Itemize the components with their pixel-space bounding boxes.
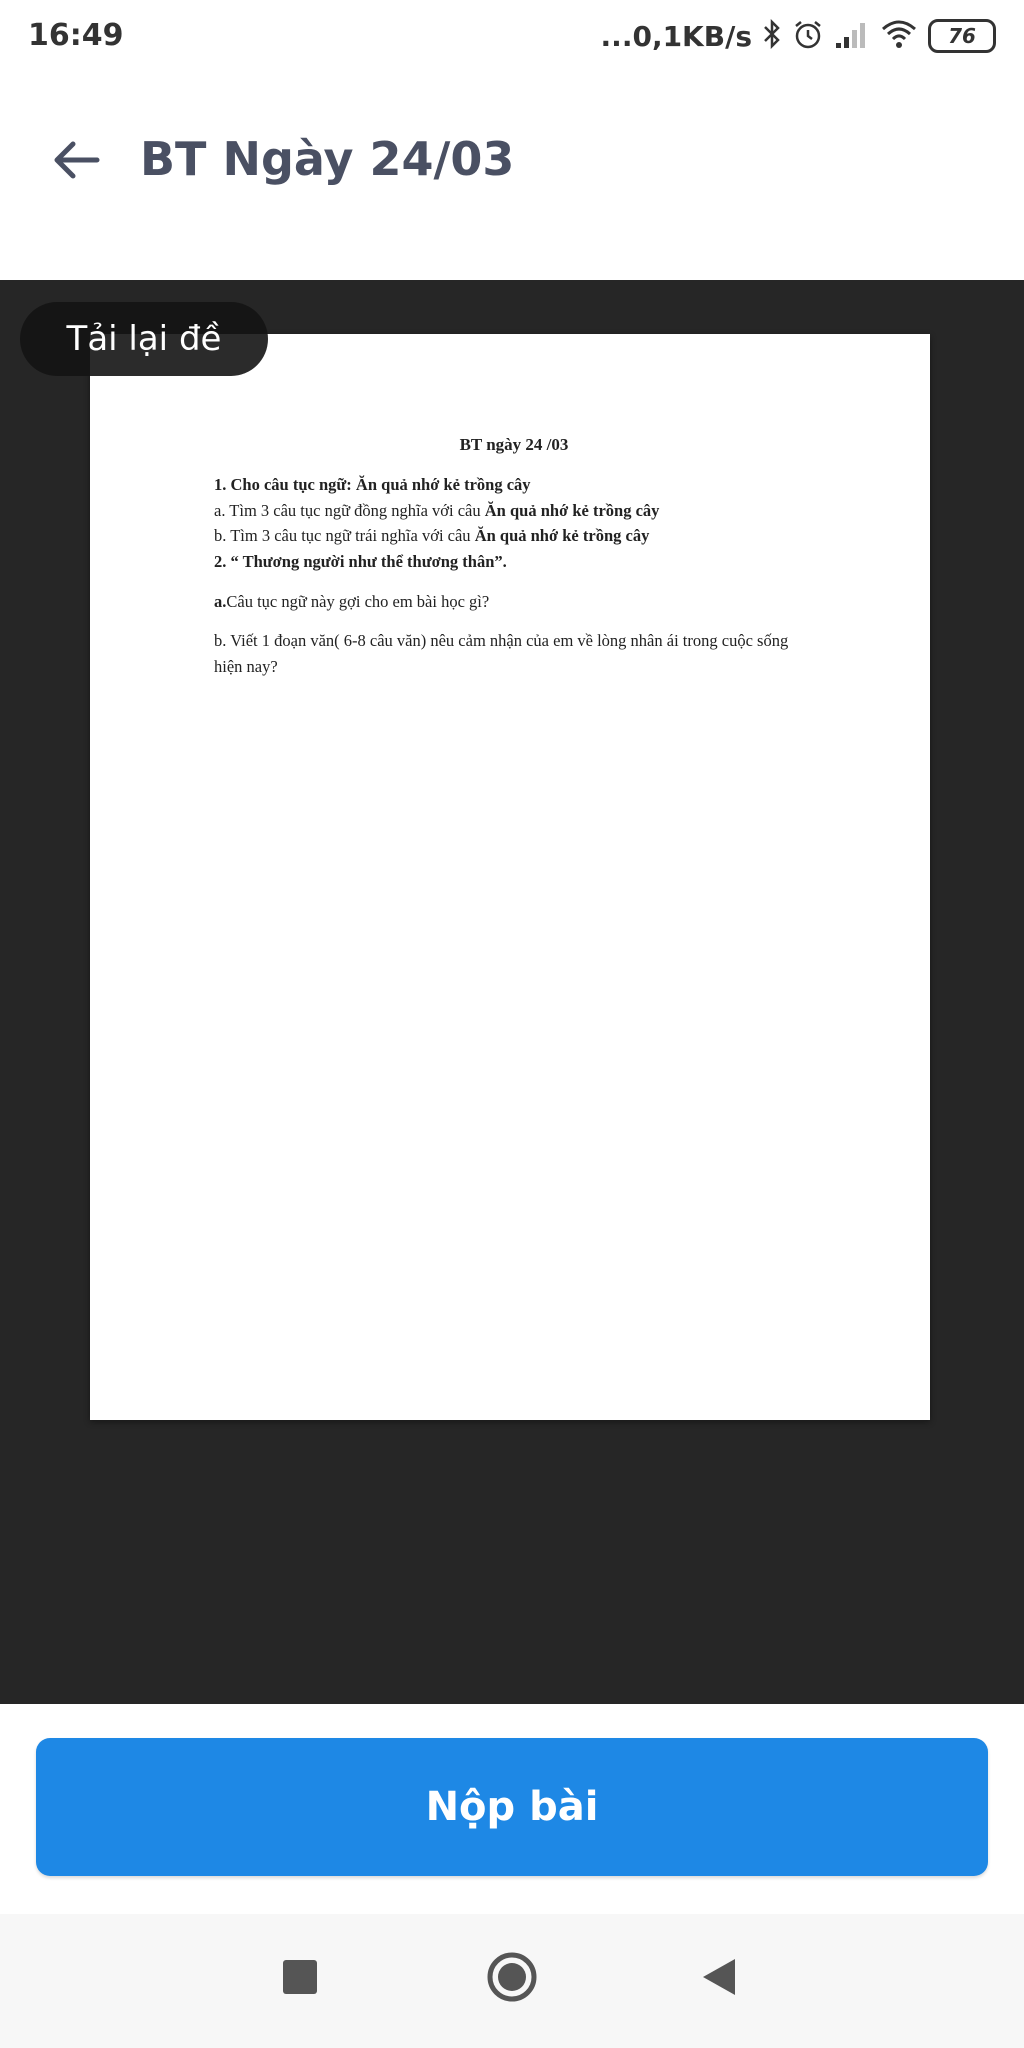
app-bar: [0, 72, 1024, 280]
alarm-icon: [792, 18, 824, 55]
network-speed: ...0,1KB/s: [600, 19, 752, 53]
square-icon: [282, 1959, 318, 1999]
battery-icon: 76: [928, 19, 996, 53]
document-title: BT ngày 24 /03: [459, 435, 569, 454]
bluetooth-icon: [762, 19, 782, 54]
document-content: [214, 432, 814, 679]
signal-icon: [834, 19, 870, 54]
footer: [0, 1704, 1024, 1914]
submit-button[interactable]: Nộp bài: [36, 1738, 988, 1876]
document-page: [90, 334, 930, 1420]
status-icons: [601, 16, 996, 56]
question-1a: a. Tìm 3 câu tục ngữ đồng nghĩa với câu Ăn quả nhớ kẻ trồng cây: [214, 500, 660, 520]
reload-button[interactable]: Tải lại đề: [20, 302, 268, 376]
question-1b: b. Tìm 3 câu tục ngữ trái nghĩa với câu Ăn quả nhớ kẻ trồng cây: [214, 526, 650, 546]
recent-apps-button[interactable]: [265, 1944, 335, 2014]
home-circle-icon: [486, 1951, 538, 2007]
nav-back-button[interactable]: [684, 1944, 754, 2014]
system-nav-bar: [0, 1914, 1024, 2048]
wifi-icon: [880, 19, 918, 54]
document-viewer[interactable]: [0, 280, 1024, 1704]
home-button[interactable]: [477, 1944, 547, 2014]
arrow-left-icon: [51, 140, 101, 184]
question-1: 1. Cho câu tục ngữ: Ăn quả nhớ kẻ trồng cây: [214, 475, 531, 495]
status-bar: [0, 0, 1024, 72]
back-triangle-icon: [701, 1957, 737, 2001]
page-title: BT Ngày 24/03: [140, 132, 515, 186]
back-button[interactable]: [44, 130, 108, 194]
question-2b: b. Viết 1 đoạn văn( 6-8 câu văn) nêu cảm nhận của em về lòng nhân ái trong cuộc sống hiện nay?: [214, 631, 789, 676]
status-time: 16:49: [28, 18, 124, 53]
question-2: 2. “ Thương người như thể thương thân”.: [214, 552, 507, 572]
question-2a: a.Câu tục ngữ này gợi cho em bài học gì?: [214, 591, 490, 611]
